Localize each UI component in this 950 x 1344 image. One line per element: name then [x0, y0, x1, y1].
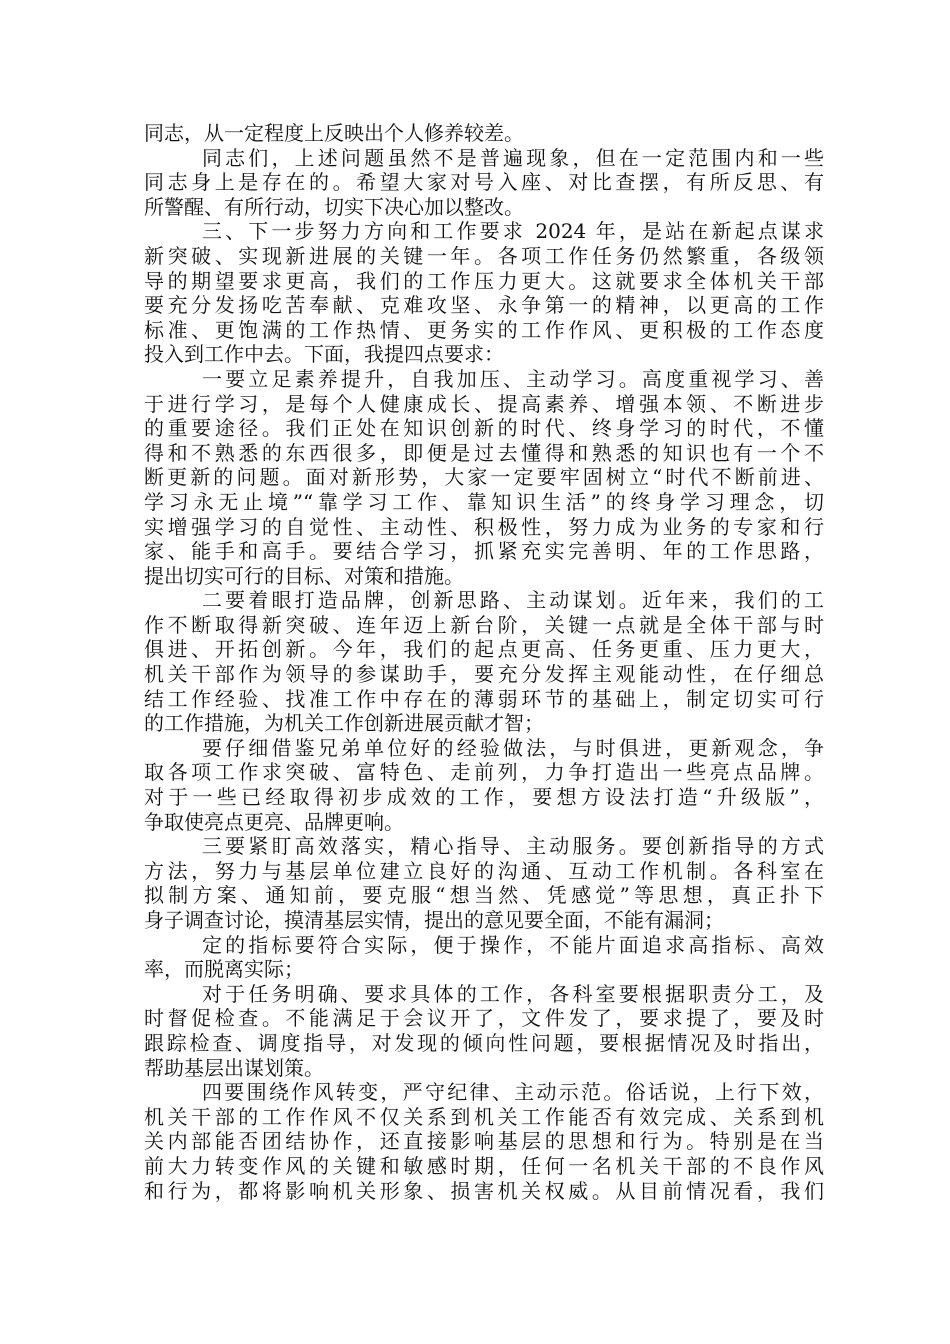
text-line: 拟制方案、通知前，要克服“想当然、凭感觉”等思想，真正扑下: [144, 883, 824, 908]
text-line: 三要紧盯高效落实，精心指导、主动服务。要创新指导的方式: [202, 834, 824, 859]
text-line: 同志，从一定程度上反映出个人修养较差。: [144, 121, 524, 145]
text-line: 定的指标要符合实际，便于操作，不能片面追求高指标、高效: [202, 932, 824, 957]
text-line: 学习永无止境”“靠学习工作、靠知识生活”的终身学习理念，切: [144, 489, 824, 514]
text-line: 二要着眼打造品牌，创新思路、主动谋划。近年来，我们的工: [202, 588, 824, 613]
text-line: 一要立足素养提升，自我加压、主动学习。高度重视学习、善: [202, 366, 824, 391]
text-line: 新突破、实现新进展的关键一年。各项工作任务仍然繁重，各级领: [144, 243, 824, 268]
text-line: 对于一些已经取得初步成效的工作，要想方设法打造“升级版”，: [144, 785, 824, 810]
text-line: 身子调查讨论，摸清基层实情，提出的意见要全面，不能有漏洞；: [144, 908, 724, 932]
text-line: 帮助基层出谋划策。: [144, 1055, 324, 1080]
text-line: 结工作经验、找准工作中存在的薄弱环节的基础上，制定切实可行: [144, 686, 824, 711]
text-line: 同志们，上述问题虽然不是普遍现象，但在一定范围内和一些: [202, 145, 824, 170]
text-line: 断更新的问题。面对新形势，大家一定要牢固树立“时代不断前进、: [144, 465, 824, 490]
text-line: 于进行学习，是每个人健康成长、提高素养、增强本领、不断进步: [144, 391, 824, 416]
text-line: 投入到工作中去。下面，我提四点要求：: [144, 342, 504, 367]
text-line: 要充分发扬吃苦奉献、克难攻坚、永争第一的精神，以更高的工作: [144, 293, 824, 318]
text-line: 机关干部的工作作风不仅关系到机关工作能否有效完成、关系到机: [144, 1104, 824, 1129]
text-line: 标准、更饱满的工作热情、更务实的工作作风、更积极的工作态度: [144, 317, 824, 342]
text-line: 和行为，都将影响机关形象、损害机关权威。从目前情况看，我们: [144, 1178, 824, 1203]
text-line: 三、下一步努力方向和工作要求 2024 年，是站在新起点谋求: [202, 219, 824, 244]
text-line: 实增强学习的自觉性、主动性、积极性，努力成为业务的专家和行: [144, 514, 824, 539]
text-line: 机关干部作为领导的参谋助手，要充分发挥主观能动性，在仔细总: [144, 662, 824, 687]
text-line: 的重要途径。我们正处在知识创新的时代、终身学习的时代，不懂: [144, 416, 824, 441]
text-line: 方法，努力与基层单位建立良好的沟通、互动工作机制。各科室在: [144, 858, 824, 883]
text-line: 争取使亮点更亮、品牌更响。: [144, 809, 404, 834]
text-line: 得和不熟悉的东西很多，即便是过去懂得和熟悉的知识也有一个不: [144, 440, 824, 465]
text-line: 关内部能否团结协作，还直接影响基层的思想和行为。特别是在当: [144, 1129, 824, 1154]
body-text: [144, 121, 824, 1203]
text-line: 跟踪检查、调度指导，对发现的倾向性问题，要根据情况及时指出，: [144, 1030, 824, 1055]
text-line: 取各项工作求突破、富特色、走前列，力争打造出一些亮点品牌。: [144, 760, 824, 785]
text-line: 前大力转变作风的关键和敏感时期，任何一名机关干部的不良作风: [144, 1153, 824, 1178]
text-line: 所警醒、有所行动，切实下决心加以整改。: [144, 194, 524, 219]
text-line: 俱进、开拓创新。今年，我们的起点更高、任务更重、压力更大，: [144, 637, 824, 662]
text-line: 家、能手和高手。要结合学习，抓紧充实完善明、年的工作思路，: [144, 539, 824, 564]
text-line: 时督促检查。不能满足于会议开了，文件发了，要求提了，要及时: [144, 1006, 824, 1031]
text-line: 率，而脱离实际；: [144, 957, 304, 982]
text-line: 提出切实可行的目标、对策和措施。: [144, 563, 464, 588]
text-line: 导的期望要求更高，我们的工作压力更大。这就要求全体机关干部: [144, 268, 824, 293]
text-line: 对于任务明确、要求具体的工作，各科室要根据职责分工，及: [202, 981, 824, 1006]
text-line: 同志身上是存在的。希望大家对号入座、对比查摆，有所反思、有: [144, 170, 824, 195]
text-line: 的工作措施，为机关工作创新进展贡献才智；: [144, 711, 544, 736]
text-line: 要仔细借鉴兄弟单位好的经验做法，与时俱进，更新观念，争: [202, 735, 824, 760]
text-line: 四要围绕作风转变，严守纪律、主动示范。俗话说，上行下效，: [202, 1080, 824, 1105]
text-line: 作不断取得新突破、连年迈上新台阶，关键一点就是全体干部与时: [144, 612, 824, 637]
